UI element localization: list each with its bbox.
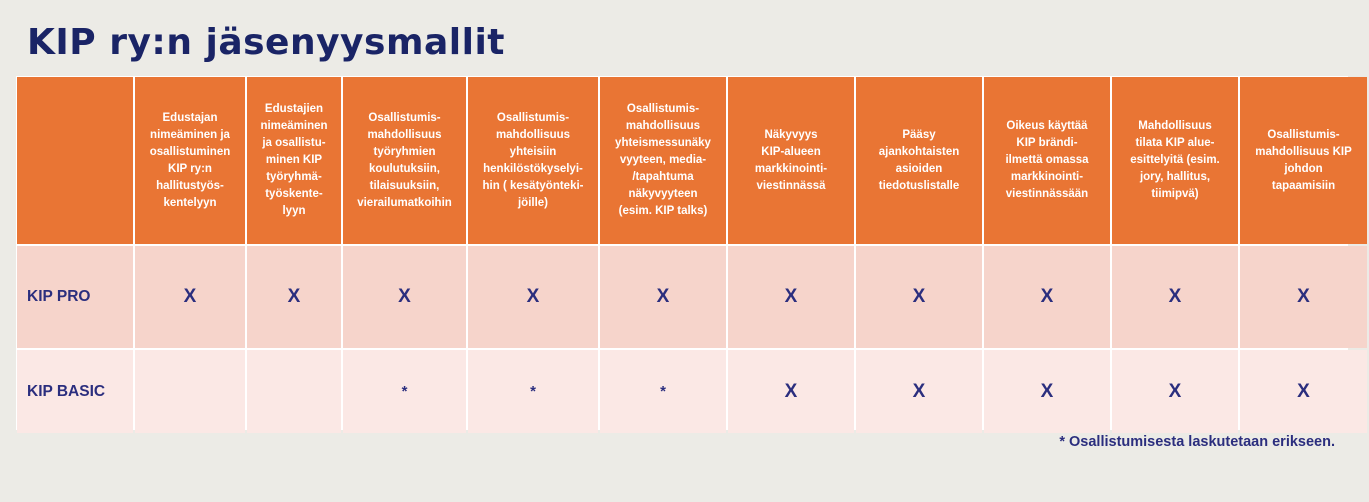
footnote: * Osallistumisesta laskutetaan erikseen. [1059,434,1335,450]
basic-mark-2 [247,350,341,433]
pro-mark-9: X [1112,246,1238,348]
basic-mark-1 [135,350,245,433]
header-working-group-participation: Edustajien nimeäminen ja osallistu- minen KIP työryhmä- työskente- lyyn [247,77,341,244]
pro-mark-10: X [1240,246,1367,348]
header-mailing-list-access: Pääsy ajankohtaisten asioiden tiedotuslistalle [856,77,982,244]
header-cell-empty [17,77,133,244]
pro-mark-8: X [984,246,1110,348]
header-management-meetings: Osallistumis- mahdollisuus KIP johdon tapaamisiin [1240,77,1367,244]
membership-table [16,76,1352,430]
header-brand-usage: Oikeus käyttää KIP brändi- ilmettä omassa markkinointi- viestinnässään [984,77,1110,244]
pro-mark-5: X [600,246,726,348]
basic-mark-3: * [343,350,466,433]
basic-mark-9: X [1112,350,1238,433]
header-area-presentations: Mahdollisuus tilata KIP alue- esittelyitä (esim. jory, hallitus, tiimipvä) [1112,77,1238,244]
basic-mark-5: * [600,350,726,433]
basic-mark-6: X [728,350,854,433]
header-staff-surveys: Osallistumis- mahdollisuus yhteisiin henkilöstökyselyi- hin ( kesätyönteki- jöille) [468,77,598,244]
header-board-participation: Edustajan nimeäminen ja osallistuminen KIP ry:n hallitustyös- kentelyyn [135,77,245,244]
header-fair-media-visibility: Osallistumis- mahdollisuus yhteismessunäky vyyteen, media- /tapahtuma näkyvyyteen (esim. KIP talks) [600,77,726,244]
pro-mark-2: X [247,246,341,348]
pro-mark-7: X [856,246,982,348]
basic-mark-7: X [856,350,982,433]
row-label-kip-pro: KIP PRO [17,246,133,348]
basic-mark-8: X [984,350,1110,433]
pro-mark-3: X [343,246,466,348]
header-training-events: Osallistumis- mahdollisuus työryhmien koulutuksiin, tilaisuuksiin, vierailumatkoihin [343,77,466,244]
row-label-kip-basic: KIP BASIC [17,350,133,433]
basic-mark-4: * [468,350,598,433]
pro-mark-1: X [135,246,245,348]
basic-mark-10: X [1240,350,1367,433]
page-title: KIP ry:n jäsenyysmallit [27,22,505,63]
header-marketing-visibility: Näkyvyys KIP-alueen markkinointi- viestinnässä [728,77,854,244]
pro-mark-6: X [728,246,854,348]
pro-mark-4: X [468,246,598,348]
